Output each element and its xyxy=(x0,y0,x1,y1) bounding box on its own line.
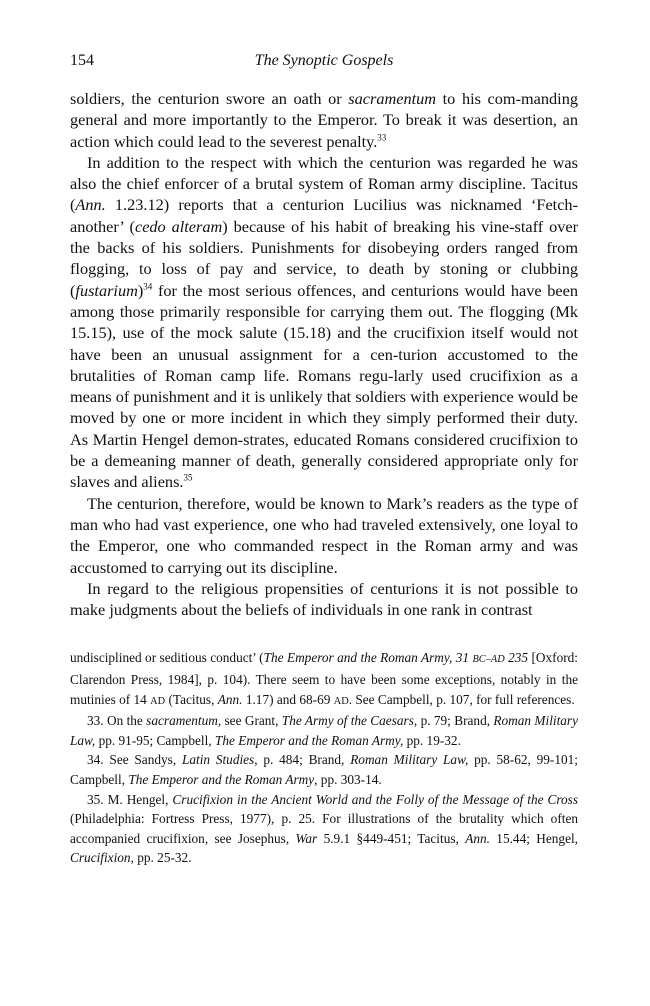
footnote-35 xyxy=(70,790,578,868)
small-caps: BC–AD xyxy=(472,654,505,666)
italic-term xyxy=(264,650,528,665)
footnotes xyxy=(70,648,578,868)
text-run: ) because of his habit of breaking his vine-staff over the backs of his soldiers. Punishments for disobeying orders ranged from flogging, to loss of pay and service, to death by stoning or clubbing ( xyxy=(70,216,578,300)
footnote-33 xyxy=(70,711,578,750)
italic-term: cedo alteram xyxy=(134,216,223,236)
italic-term: The Emperor and the Roman Army xyxy=(128,771,315,787)
text-run: [Oxford: Clarendon Press, 1984], p. 104). There seem to have been some exceptions, notably in the mutinies of 14 xyxy=(70,650,578,707)
text-run: undisciplined or seditious conduct’ ( xyxy=(70,650,264,666)
italic-term: Roman Military Law, xyxy=(350,752,469,768)
italic-term: Ann. xyxy=(75,195,106,215)
text-run: On the xyxy=(103,713,147,729)
page-number: 154 xyxy=(70,52,94,69)
paragraph-1 xyxy=(70,88,578,152)
text-run: See Sandys, xyxy=(103,752,182,768)
footnote-34 xyxy=(70,750,578,789)
text-run: , p. 484; Brand, xyxy=(254,752,351,768)
text-run: M. Hengel, xyxy=(103,791,173,807)
italic-term: Ann. xyxy=(217,691,243,707)
italic-term: The Emperor and the Roman Army, xyxy=(214,732,404,748)
italic-term: Crucifixion xyxy=(70,850,131,866)
text-run: In addition to the respect with which the centurion was regarded he was also the chief enforcer of a brutal system of Roman army discipline. Tacitus ( xyxy=(70,152,578,215)
italic-term: War xyxy=(295,830,318,846)
text-run: , pp. 303-14. xyxy=(314,771,382,787)
text-run: to his com-manding general and more importantly to the Emperor. To break it was desertion, an action which could lead to the severest penalty. xyxy=(70,89,578,151)
text-run: (Philadelphia: Fortress Press, 1977), p. 25. For illustrations of the brutality which often accompanied crucifixion, see Josephus, xyxy=(70,811,578,846)
text-run: 235 xyxy=(504,650,529,666)
italic-term: fustarium xyxy=(75,280,138,300)
text-run: , p. 79; Brand, xyxy=(413,713,494,729)
footnote-number: 33. xyxy=(87,713,104,729)
footnote-marker: 35 xyxy=(183,472,193,483)
running-title: The Synoptic Gospels xyxy=(254,52,394,69)
text-run: . See Campbell, p. 107, for full references. xyxy=(348,691,575,707)
footnote-continuation xyxy=(70,648,578,711)
text-run: 1.17) and 68-69 xyxy=(242,691,334,707)
small-caps: AD xyxy=(150,695,166,707)
text-run: pp. 58-62, 99-101; Campbell, xyxy=(70,752,578,787)
text-run: 1.23.12) reports that a centurion Lucilius was nicknamed ‘Fetch-another’ ( xyxy=(70,195,578,236)
footnote-number: 35. xyxy=(87,791,104,807)
text-run: 5.9.1 §449-451; Tacitus, xyxy=(317,830,466,846)
text-run: soldiers, the centurion swore an oath or xyxy=(70,89,349,108)
text-run: ) xyxy=(137,280,144,300)
italic-term: Crucifixion in the Ancient World and the Folly of the Message of the Cross xyxy=(172,791,579,807)
book-page xyxy=(70,52,578,868)
text-run: 15.44; Hengel, xyxy=(489,830,578,846)
text-run: pp. 91-95; Campbell, xyxy=(95,732,215,748)
italic-term: sacramentum, xyxy=(146,713,222,729)
footnote-marker: 33 xyxy=(377,132,387,143)
italic-term: The Army of the Caesars xyxy=(281,713,414,729)
italic-term: Latin Studies xyxy=(181,752,255,768)
italic-term: sacramentum xyxy=(348,89,437,108)
paragraph-4: In regard to the religious propensities of centurions it is not possible to make judgments about the beliefs of individuals in one rank in contrast xyxy=(70,578,578,620)
small-caps: AD xyxy=(333,695,349,707)
text-run: , pp. 25-32. xyxy=(130,850,192,866)
running-head xyxy=(70,52,578,76)
footnote-number: 34. xyxy=(87,752,104,768)
paragraph-2 xyxy=(70,152,578,493)
italic-term: Roman Military Law, xyxy=(70,713,579,748)
text-run: (Tacitus, xyxy=(165,691,218,707)
text-run: The Emperor and the Roman Army, 31 xyxy=(263,650,473,666)
text-run: for the most serious offences, and centurions would have been among those primarily responsible for carrying them out. The flogging (Mk 15.15), use of the mock salute (15.18) and the crucifixion itself would not have been an unusual assignment for a cen-turion accustomed to the brutalities of Roman camp life. Romans regu-larly used crucifixion as a means of punishment and it is unlikely that soldiers with experience would be moved by one or more incident in which they simply performed their duty. As Martin Hengel demon-strates, educated Romans considered crucifixion to be a demeaning manner of death, generally considered appropriate only for slaves and aliens. xyxy=(70,280,578,492)
paragraph-3: The centurion, therefore, would be known to Mark’s readers as the type of man who had vast experience, one who had traveled extensively, one loyal to the Emperor, one who commanded respect in the Roman army and was accustomed to carrying out its discipline. xyxy=(70,493,578,577)
text-run: see Grant, xyxy=(221,713,282,729)
footnote-marker: 34 xyxy=(143,281,153,292)
text-run: pp. 19-32. xyxy=(403,732,461,748)
main-text xyxy=(70,88,578,620)
italic-term: Ann. xyxy=(465,830,490,846)
